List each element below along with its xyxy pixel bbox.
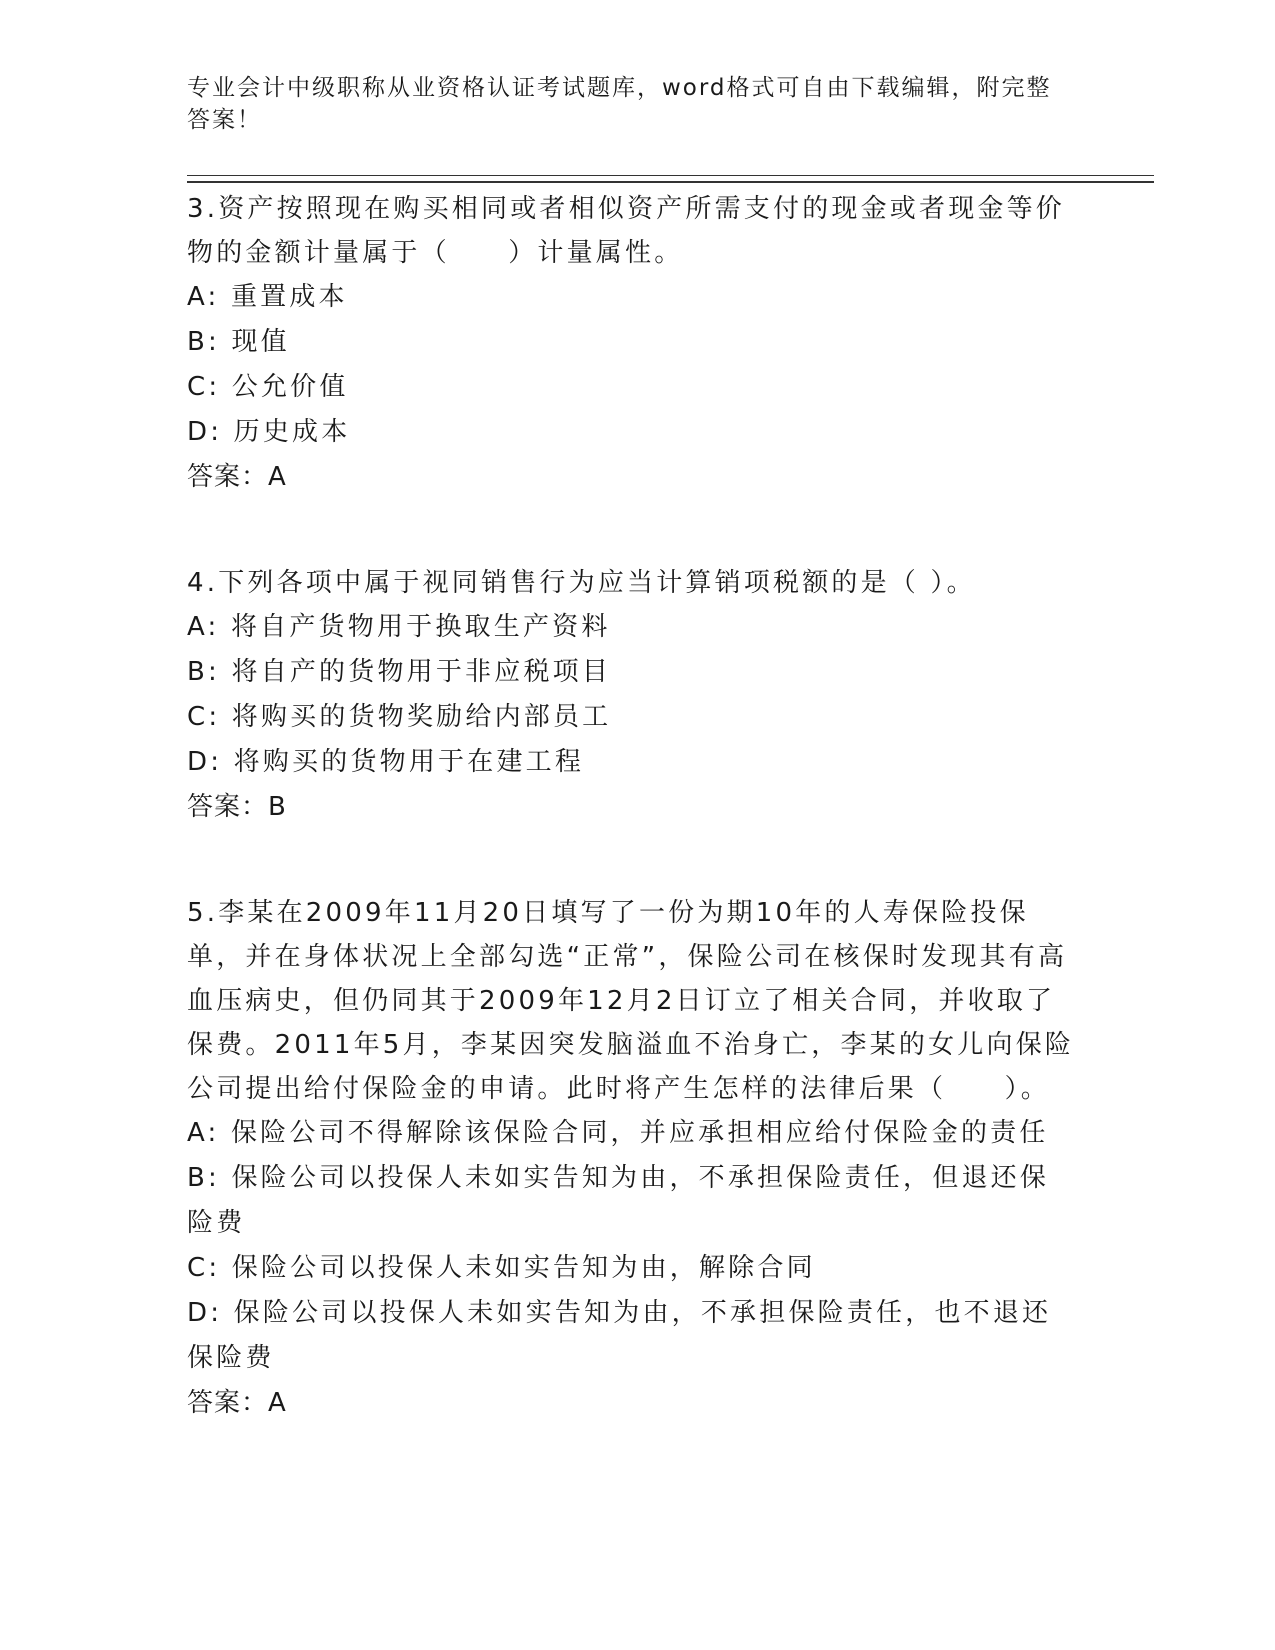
header-divider-thin: [187, 175, 1154, 176]
question-stem: 5.李某在2009年11月20日填写了一份为期10年的人寿保险投保单，并在身体状况上全部勾选“正常”，保险公司在核保时发现其有高血压病史，但仍同其于2009年12月2日订立了相关合同，并收取了保费。2011年5月，李某因突发脑溢血不治身亡，李某的女儿向保险公司提出给付保险金的申请。此时将产生怎样的法律后果（ ）。: [187, 898, 1075, 1104]
option-c: C: 保险公司以投保人未如实告知为由，解除合同: [187, 1253, 816, 1283]
header-text: 专业会计中级职称从业资格认证考试题库，word格式可自由下载编辑，附完整答案！: [187, 75, 1052, 133]
question-stem: 4.下列各项中属于视同销售行为应当计算销项税额的是（ ）。: [187, 568, 976, 598]
page-header: [187, 72, 1067, 136]
question-3: [187, 187, 1077, 500]
question-list: [187, 187, 1077, 1426]
question-spacer: [187, 830, 1077, 891]
option-a: A: 将自产货物用于换取生产资料: [187, 612, 611, 642]
option-a: A: 保险公司不得解除该保险合同，并应承担相应给付保险金的责任: [187, 1118, 1049, 1148]
answer-line: 答案：B: [187, 792, 287, 822]
option-d: D: 保险公司以投保人未如实告知为由，不承担保险责任，也不退还保险费: [187, 1298, 1052, 1373]
option-d: D: 历史成本: [187, 417, 351, 447]
question-5: [187, 891, 1077, 1426]
question-stem: 3.资产按照现在购买相同或者相似资产所需支付的现金或者现金等价物的金额计量属于（ ）计量属性。: [187, 194, 1066, 268]
answer-line: 答案：A: [187, 1388, 287, 1418]
question-spacer: [187, 500, 1077, 561]
option-d: D: 将购买的货物用于在建工程: [187, 747, 585, 777]
answer-line: 答案：A: [187, 462, 287, 492]
option-b: B: 保险公司以投保人未如实告知为由，不承担保险责任，但退还保险费: [187, 1163, 1050, 1238]
header-divider-thick: [187, 181, 1154, 183]
option-a: A: 重置成本: [187, 282, 348, 312]
option-c: C: 公允价值: [187, 372, 349, 402]
option-b: B: 将自产的货物用于非应税项目: [187, 657, 612, 687]
option-c: C: 将购买的货物奖励给内部员工: [187, 702, 612, 732]
question-4: [187, 561, 1077, 830]
option-b: B: 现值: [187, 327, 290, 357]
